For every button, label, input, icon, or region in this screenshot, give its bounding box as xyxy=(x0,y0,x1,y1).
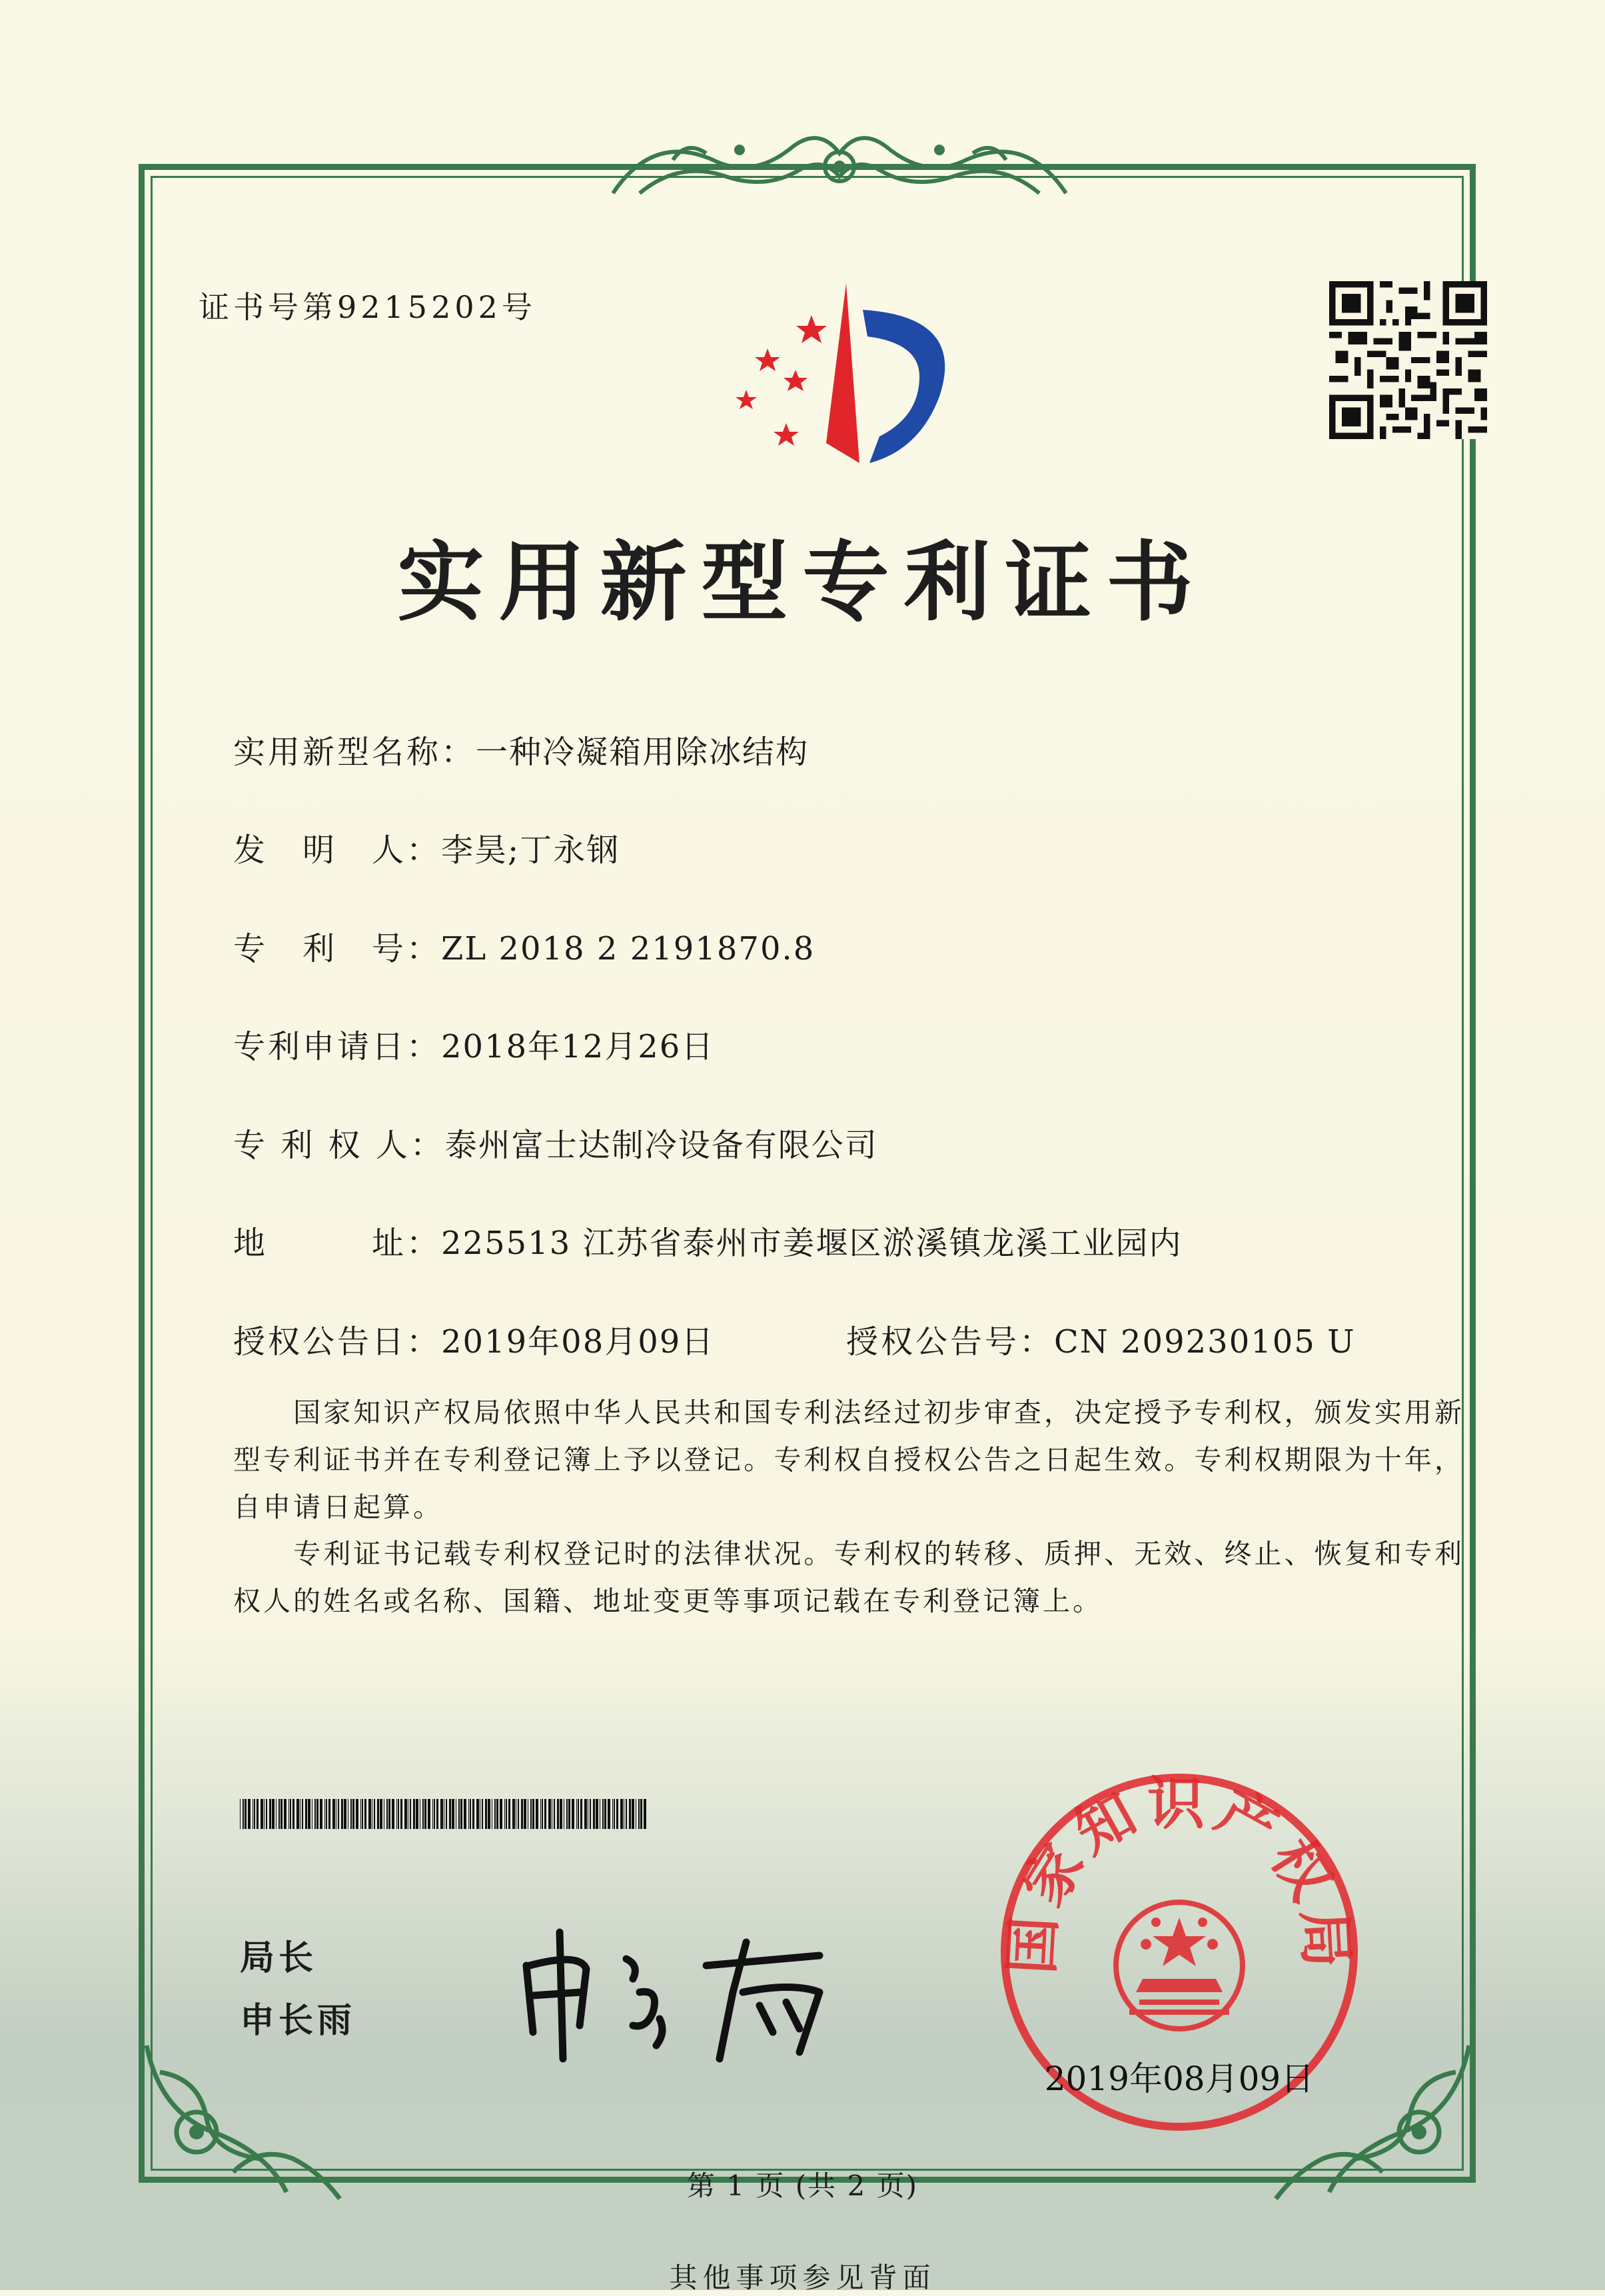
patentee-name: 泰州富士达制冷设备有限公司 xyxy=(444,1127,878,1164)
filing-date-row xyxy=(233,1021,714,1067)
field-label: 地 址： xyxy=(233,1225,442,1262)
signatory-title: 局长 xyxy=(240,1938,318,1978)
field-label: 专 利 号： xyxy=(233,930,442,967)
inventor-names: 李昊;丁永钢 xyxy=(441,832,620,869)
certificate-number: 证书号第9215202号 xyxy=(199,289,536,325)
address-row xyxy=(233,1217,1183,1263)
field-label: 授权公告号： xyxy=(846,1323,1055,1361)
patent-number-row xyxy=(233,923,815,969)
grant-number-row xyxy=(846,1316,1356,1362)
qr-code xyxy=(1329,281,1487,439)
utility-model-name: 一种冷凝箱用除冰结构 xyxy=(476,734,809,771)
patent-number: ZL 2018 2 2191870.8 xyxy=(441,930,815,967)
grant-announcement-date: 2019年08月09日 xyxy=(441,1323,715,1361)
top-ornament xyxy=(600,120,1079,207)
field-label: 专 利 权 人： xyxy=(233,1127,445,1164)
cnipa-emblem-logo xyxy=(726,270,979,470)
handwritten-signature xyxy=(506,1919,866,2065)
certificate-title: 实用新型专利证书 xyxy=(397,532,1208,633)
filing-date: 2018年12月26日 xyxy=(441,1028,715,1065)
inventor-row xyxy=(233,824,620,870)
page-number: 第 1 页 (共 2 页) xyxy=(687,2169,918,2202)
patentee-address: 225513 江苏省泰州市姜堰区淤溪镇龙溪工业园内 xyxy=(441,1225,1183,1262)
field-label: 授权公告日： xyxy=(233,1323,442,1361)
svg-text:国家知识产权局: 国家知识产权局 xyxy=(997,1770,1361,1976)
legal-paragraph-2: 专利证书记载专利权登记时的法律状况。专利权的转移、质押、无效、终止、恢复和专利权人的姓名或名称、国籍、地址变更等事项记载在专利登记簿上。 xyxy=(233,1538,1464,1617)
grant-announcement-number: CN 209230105 U xyxy=(1054,1323,1356,1361)
barcode xyxy=(240,1799,650,1829)
field-label: 专利申请日： xyxy=(233,1028,442,1065)
utility-model-name-row xyxy=(233,726,809,772)
patentee-row xyxy=(233,1119,878,1165)
grant-date-row xyxy=(233,1316,714,1362)
field-label: 实用新型名称： xyxy=(233,734,476,771)
signatory-name: 申长雨 xyxy=(240,2001,356,2041)
footer-note: 其他事项参见背面 xyxy=(669,2261,936,2294)
legal-paragraph-1: 国家知识产权局依照中华人民共和国专利法经过初步审查，决定授予专利权，颁发实用新型专利证书并在专利登记簿上予以登记。专利权自授权公告之日起生效。专利权期限为十年，自申请日起算。 xyxy=(233,1397,1464,1523)
field-label: 发 明 人： xyxy=(233,832,442,869)
seal-date: 2019年08月09日 xyxy=(1044,2059,1315,2098)
